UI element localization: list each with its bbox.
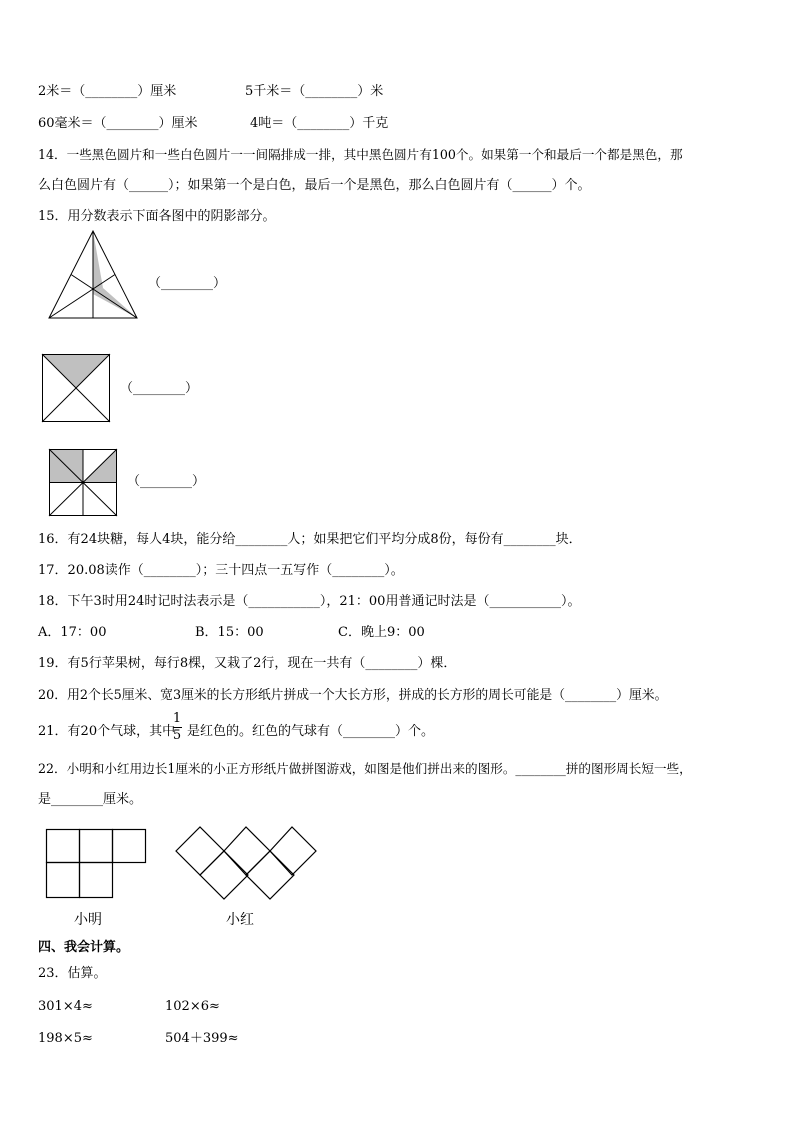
line-ton-kg: 4吨＝（________）千克 bbox=[250, 116, 389, 131]
question-14-line2: 么白色圆片有（______）；如果第一个是白色，最后一个是黑色，那么白色圆片有（______）个。 bbox=[38, 178, 591, 193]
fraction-one-fifth bbox=[169, 712, 185, 743]
caption-xiaohong: 小红 bbox=[226, 912, 254, 928]
caption-xiaoming: 小明 bbox=[74, 912, 102, 928]
question-18-option-c: C．晚上9：00 bbox=[338, 625, 425, 640]
answer-blank-triangle: （________） bbox=[148, 276, 227, 291]
estimate-301x4: 301×4≈ bbox=[38, 999, 93, 1014]
answer-blank-eighths: （________） bbox=[127, 474, 206, 489]
question-15: 15．用分数表示下面各图中的阴影部分。 bbox=[38, 209, 276, 224]
estimate-102x6: 102×6≈ bbox=[165, 999, 220, 1014]
question-16: 16．有24块糖，每人4块，能分给________人；如果把它们平均分成8份，每份有________块． bbox=[38, 532, 582, 547]
xiaoming-figure bbox=[46, 829, 146, 899]
question-17: 17．20.08读作（________）；三十四点一五写作（________）。 bbox=[38, 563, 404, 578]
xiaohong-figure bbox=[176, 827, 316, 899]
question-19: 19．有5行苹果树，每行8棵，又栽了2行，现在一共有（________）棵． bbox=[38, 656, 457, 671]
fraction-denominator: 5 bbox=[172, 728, 182, 743]
question-18-option-b: B．15：00 bbox=[195, 625, 264, 640]
question-21-part1: 21．有20个气球，其中 bbox=[38, 724, 176, 739]
triangle-figure bbox=[48, 230, 138, 320]
question-18: 18．下午3时用24时记时法表示是（___________），21：00用普通记时法是（___________）。 bbox=[38, 594, 581, 609]
question-23: 23．估算。 bbox=[38, 966, 107, 981]
line-meter-cm: 2米＝（________）厘米 bbox=[38, 84, 177, 99]
question-21-part2: 是红色的。红色的气球有（________）个。 bbox=[187, 724, 435, 739]
question-18-option-a: A．17：00 bbox=[38, 625, 107, 640]
line-mm-cm: 60毫米＝（________）厘米 bbox=[38, 116, 198, 131]
question-14-line1: 14．一些黑色圆片和一些白色圆片一一间隔排成一排，其中黑色圆片有100个。如果第一个和最后一个都是黑色，那 bbox=[38, 147, 683, 162]
question-20: 20．用2个长5厘米、宽3厘米的长方形纸片拼成一个大长方形，拼成的长方形的周长可能是（________）厘米。 bbox=[38, 688, 668, 703]
fraction-numerator: 1 bbox=[172, 711, 182, 726]
answer-blank-square: （________） bbox=[120, 381, 199, 396]
line-km-m: 5千米＝（________）米 bbox=[245, 84, 384, 99]
question-22-line2: 是________厘米。 bbox=[38, 792, 143, 807]
question-22-line1: 22．小明和小红用边长1厘米的小正方形纸片做拼图游戏，如图是他们拼出来的图形。________拼的图形周长短一些， bbox=[38, 761, 692, 776]
estimate-504-plus-399: 504＋399≈ bbox=[165, 1031, 239, 1046]
section-4-heading: 四、我会计算。 bbox=[38, 940, 130, 955]
square-diagonal-figure bbox=[42, 354, 110, 422]
square-eighths-figure bbox=[49, 449, 117, 516]
estimate-198x5: 198×5≈ bbox=[38, 1031, 93, 1046]
